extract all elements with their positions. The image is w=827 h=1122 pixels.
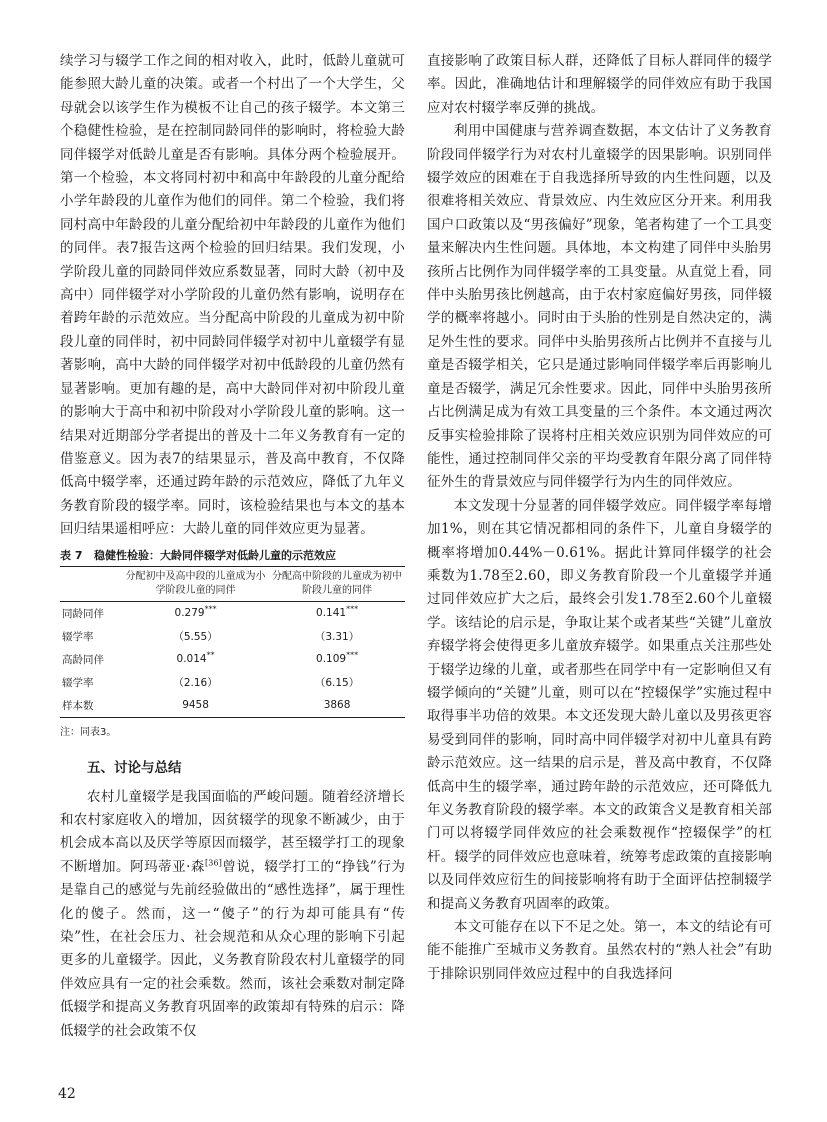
table-number: 表 7 [60, 548, 83, 562]
table-cell: 0.014** [176, 650, 215, 666]
body-paragraph: 续学习与辍学工作之间的相对收入，此时，低龄儿童就可能参照大龄儿童的决策。或者一个村出了一个大学生，父母就会以该学生作为模板不让自己的孩子辍学。本文第三个稳健性检验，是在控制同龄同伴的影响时，将检验大龄同伴辍学对低龄儿童是否有影响。具体分两个检验展开。第一个检验，本文将同村初中和高中年龄段的儿童分配给小学年龄段的儿童作为他们的同伴。第二个检验，我们将同村高中年龄段的儿童分配给初中年龄段的儿童作为他们的同伴。表7报告这两个检验的回归结果。我们发现，小学阶段儿童的同龄同伴效应系数显著，同时大龄（初中及高中）同伴辍学对小学阶段的儿童仍然有影响，说明存在着跨年龄的示范效应。当分配高中阶段的儿童成为初中阶段儿童的同伴时，初中同龄同伴辍学对初中儿童辍学有显著影响，高中大龄的同伴辍学对初中低龄段的儿童仍然有显著影响。更加有趣的是，高中大龄同伴对初中阶段儿童的影响大于高中和初中阶段对小学阶段儿童的影响。这一结果对近期部分学者提出的普及十二年义务教育有一定的借鉴意义。因为表7的结果显示，普及高中教育，不仅降低高中辍学率，还通过跨年龄的示范效应，降低了九年义务教育阶段的辍学率。同时，该检验结果也与本文的基本回归结果遥相呼应：大龄儿童的同伴效应更为显著。 [60, 53, 405, 538]
table-header-blank [60, 566, 122, 601]
body-paragraph: 直接影响了政策目标人群，还降低了目标人群同伴的辍学率。因此，准确地估计和理解辍学的同伴效应有助于我国应对农村辍学率反弹的挑战。 [427, 53, 772, 116]
table-cell: （3.31） [314, 630, 360, 643]
row-label: 同龄同伴 [62, 607, 104, 620]
row-label: 辍学率 [62, 630, 94, 643]
table-cell: （6.15） [314, 676, 360, 689]
body-paragraph: 本文发现十分显著的同伴辍学效应。同伴辍学率每增加1%，则在其它情况都相同的条件下，儿童自身辍学的概率将增加0.44%－0.61%。据此计算同伴辍学的社会乘数为1.78至2.60，即义务教育阶段一个儿童辍学并通过同伴效应扩大之后，最终会引发1.78至2.60个儿童辍学。该结论的启示是，争取让某个或者某些“关键”儿童放弃辍学将会使得更多儿童放弃辍学。如果重点关注那些处于辍学边缘的儿童，或者那些在同学中有一定影响但又有辍学倾向的“关键”儿童，则可以在“控辍保学”实施过程中取得事半功倍的效果。本文还发现大龄儿童以及男孩更容易受到同伴的影响，同时高中同伴辍学对初中儿童具有跨龄示范效应。这一结果的启示是，普及高中教育，不仅降低高中生的辍学率，通过跨年龄的示范效应，还可降低九年义务教育阶段的辍学率。本文的政策含义是教育相关部门可以将辍学同伴效应的社会乘数视作“控辍保学”的杠杆。辍学的同伴效应也意味着，统筹考虑政策的直接影响以及同伴效应衍生的间接影响将有助于全面评估控制辍学和提高义务教育巩固率的政策。 [427, 497, 772, 912]
page-number: 42 [58, 1086, 76, 1102]
table-row [60, 671, 405, 694]
table-cell: 0.109*** [316, 650, 359, 666]
table-header-col2: 分配高中阶段的儿童成为初中阶段儿童的同伴 [272, 570, 403, 596]
table-cell: 0.279*** [174, 604, 217, 620]
body-paragraph: 本文可能存在以下不足之处。第一，本文的结论有可能不能推广至城市义务教育。虽然农村的“熟人社会”有助于排除识别同伴效应过程中的自我选择问 [427, 919, 772, 982]
left-column [60, 50, 405, 1043]
table-header-col1: 分配初中及高中段的儿童成为小学阶段儿童的同伴 [125, 570, 266, 596]
table-note: 注：同表3。 [60, 726, 117, 738]
table-row [60, 625, 405, 648]
row-label: 辍学率 [62, 676, 94, 689]
table-row [60, 694, 405, 718]
results-table [60, 566, 405, 718]
body-paragraph: 利用中国健康与营养调查数据，本文估计了义务教育阶段同伴辍学行为对农村儿童辍学的因果影响。识别同伴辍学效应的困难在于自我选择所导致的内生性问题，以及很难将相关效应、背景效应、内生效应区分开来。利用我国户口政策以及“男孩偏好”现象，笔者构建了一个工具变量来解决内生性问题。具体地，本文构建了同伴中头胎男孩所占比例作为同伴辍学率的工具变量。从直觉上看，同伴中头胎男孩比例越高，由于农村家庭偏好男孩，同伴辍学的概率将越小。同时由于头胎的性别是自然决定的，满足外生性的要求。同伴中头胎男孩所占比例并不直接与儿童是否辍学相关，它只是通过影响同伴辍学率后再影响儿童是否辍学，满足冗余性要求。因此，同伴中头胎男孩所占比例满足成为有效工具变量的三个条件。本文通过两次反事实检验排除了误将村庄相关效应识别为同伴效应的可能性，通过控制同伴父亲的平均受教育年限分离了同伴特征外生的背景效应与同伴辍学行为内生的同伴效应。 [427, 123, 772, 491]
table-header-row [60, 566, 405, 601]
section-heading: 五、讨论与总结 [87, 759, 182, 776]
row-label: 样本数 [62, 699, 94, 712]
table-cell: 9458 [182, 699, 209, 712]
right-column [427, 50, 772, 986]
table-row [60, 601, 405, 625]
table-caption [60, 544, 405, 563]
table-cell: 3868 [323, 699, 351, 712]
body-paragraph: 农村儿童辍学是我国面临的严峻问题。随着经济增长和农村家庭收入的增加，因贫辍学的现象不断减少，由于机会成本高以及厌学等原因而辍学，甚至辍学打工的现象不断增加。阿玛蒂亚·森[36]曾说，辍学打工的“挣钱”行为是靠自己的感觉与先前经验做出的“感性选择”，属于理性化的傻子。然而，这一“傻子”的行为却可能具有“传染”性，在社会压力、社会规范和从众心理的影响下引起更多的儿童辍学。因此，义务教育阶段农村儿童辍学的同伴效应具有一定的社会乘数。然而，该社会乘数对制定降低辍学和提高义务教育巩固率的政策却有特殊的启示：降低辍学的社会政策不仅 [60, 788, 405, 1039]
row-label: 高龄同伴 [62, 653, 104, 666]
table-cell: 0.141*** [316, 604, 359, 620]
citation-ref: [36] [204, 858, 222, 868]
table-cell: （5.55） [173, 630, 218, 643]
table-title: 稳健性检验：大龄同伴辍学对低龄儿童的示范效应 [94, 548, 336, 562]
table-cell: （2.16） [173, 676, 218, 689]
table-row [60, 648, 405, 671]
